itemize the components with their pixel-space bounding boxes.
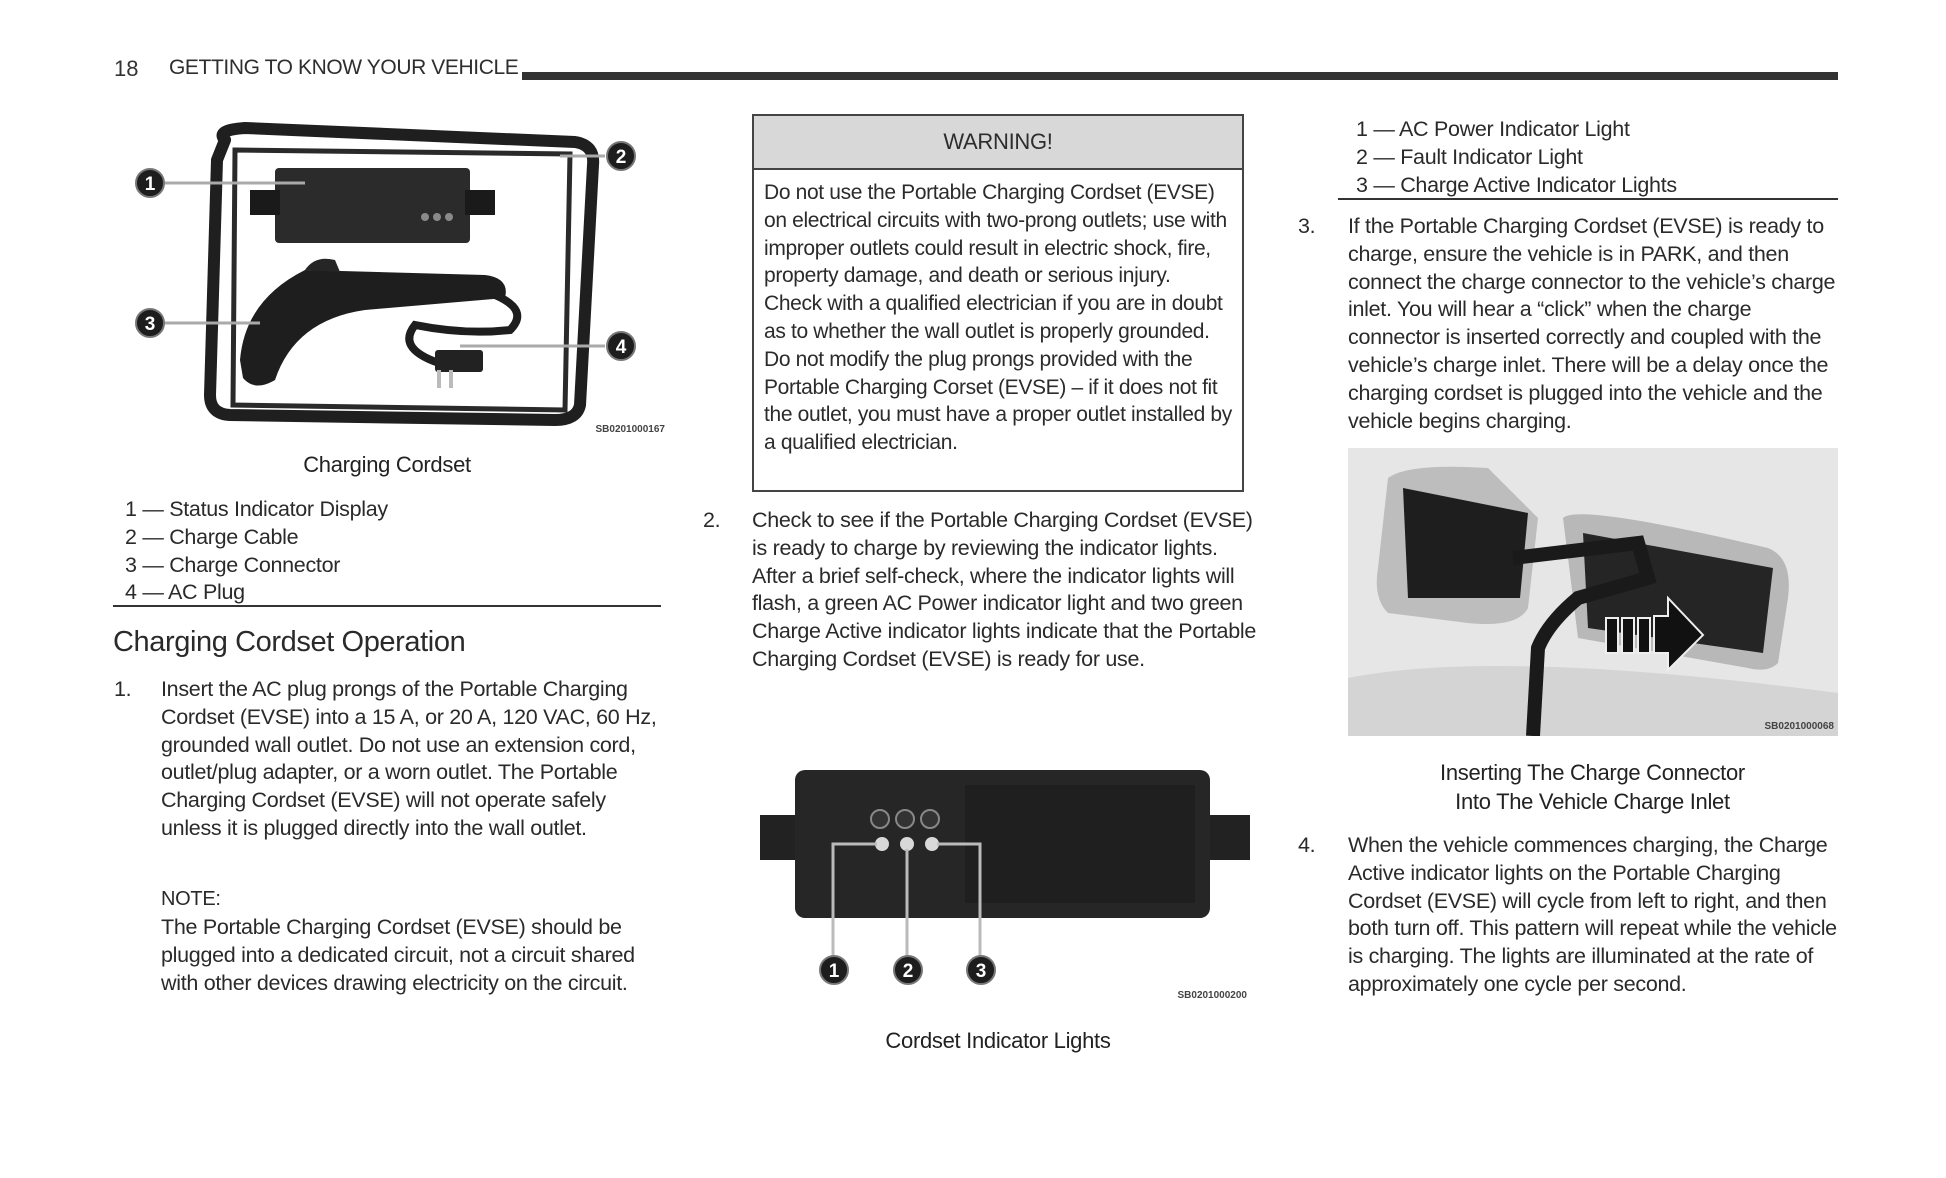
charging-cordset-illustration xyxy=(125,120,665,435)
step-text: If the Portable Charging Cordset (EVSE) is ready to charge, ensure the vehicle is in PARK, and then connect the charge connector to the vehicle’s charge inlet. You will hear a “click” when the charge connector is inserted correctly and coupled with the vehicle’s charge inlet. There will be a delay once the charging cordset is plugged into the vehicle and the vehicle begins charging. xyxy=(1348,214,1836,433)
callout-2: 2 xyxy=(893,955,923,985)
legend-item: 3 — Charge Active Indicator Lights xyxy=(1356,172,1677,197)
legend-item: 1 — Status Indicator Display xyxy=(125,497,388,521)
charge-inlet-illustration xyxy=(1348,448,1838,736)
legend-item: 2 — Charge Cable xyxy=(125,524,299,549)
figure-caption: Cordset Indicator Lights xyxy=(885,1028,1111,1053)
page-number: 18 xyxy=(114,56,139,81)
callout-3: 3 xyxy=(966,955,996,985)
figure-id: SB0201000167 xyxy=(595,424,665,435)
step-number: 2. xyxy=(703,508,721,532)
warning-title: WARNING! xyxy=(754,116,1242,170)
callout-4: 4 xyxy=(606,331,636,361)
figure-caption-line1: Inserting The Charge Connector xyxy=(1440,760,1745,785)
callout-3: 3 xyxy=(135,308,165,338)
legend-item: 4 — AC Plug xyxy=(125,580,245,605)
legend-rule xyxy=(113,605,661,607)
step-number: 3. xyxy=(1298,214,1316,238)
figure-id: SB0201000068 xyxy=(1764,721,1834,732)
legend-rule xyxy=(1338,198,1838,200)
legend-item: 2 — Fault Indicator Light xyxy=(1356,144,1583,169)
figure-id: SB0201000200 xyxy=(1177,990,1247,1001)
warning-box xyxy=(752,114,1244,492)
indicator-legend xyxy=(1356,116,1677,199)
step-text: When the vehicle commences charging, the Charge Active indicator lights on the Portable Charging Cordset (EVSE) will cycle from left to right, and then both turn off. This pattern will repeat while the vehicle is charging. The lights are illuminated at the rate of approximately one cycle per second. xyxy=(1348,833,1837,996)
warning-text: Do not use the Portable Charging Cordset (EVSE) on electrical circuits with two-prong outlets; use with improper outlets could result in electric shock, fire, property damage, and death or serious injury. Check with a qualified electrician if you are in doubt as to whether the wall outlet is properly grounded. Do not modify the plug prongs provided with the Portable Charging Corset (EVSE) – if it does not fit the outlet, you must have a proper outlet installed by a qualified electrician. xyxy=(764,181,1232,455)
callout-1: 1 xyxy=(135,168,165,198)
legend-item: 1 — AC Power Indicator Light xyxy=(1356,117,1630,141)
step-text: Insert the AC plug prongs of the Portable Charging Cordset (EVSE) into a 15 A, or 20 A, 120 VAC, 60 Hz, grounded wall outlet. Do not use an extension cord, outlet/plug adapter, or a worn outlet. The Portable Charging Cordset (EVSE) will not operate safely unless it is plugged directly into the wall outlet. xyxy=(161,677,657,840)
step-number: 1. xyxy=(114,677,132,701)
section-header-title: GETTING TO KNOW YOUR VEHICLE xyxy=(169,56,519,79)
section-heading: Charging Cordset Operation xyxy=(113,626,466,658)
charge-inlet-photo xyxy=(1348,448,1838,736)
header-rule xyxy=(522,72,1838,80)
callout-1: 1 xyxy=(819,955,849,985)
cordset-legend xyxy=(125,496,388,607)
figure-caption-line2: Into The Vehicle Charge Inlet xyxy=(1455,789,1730,814)
step-number: 4. xyxy=(1298,833,1316,857)
callout-2: 2 xyxy=(606,141,636,171)
step-text: Check to see if the Portable Charging Cordset (EVSE) is ready to charge by reviewing the indicator lights. After a brief self-check, where the indicator lights will flash, a green AC Power indicator light and two green Charge Active indicator lights indicate that the Portable Charging Cordset (EVSE) is ready for use. xyxy=(752,508,1256,671)
note-label: NOTE: xyxy=(161,888,221,910)
legend-item: 3 — Charge Connector xyxy=(125,552,341,577)
note-text: The Portable Charging Cordset (EVSE) should be plugged into a dedicated circuit, not a circuit shared with other devices drawing electricity on the circuit. xyxy=(161,915,635,995)
figure-caption: Charging Cordset xyxy=(303,452,471,477)
indicator-lights-figure xyxy=(755,755,1255,1005)
charging-cordset-figure xyxy=(125,120,665,435)
